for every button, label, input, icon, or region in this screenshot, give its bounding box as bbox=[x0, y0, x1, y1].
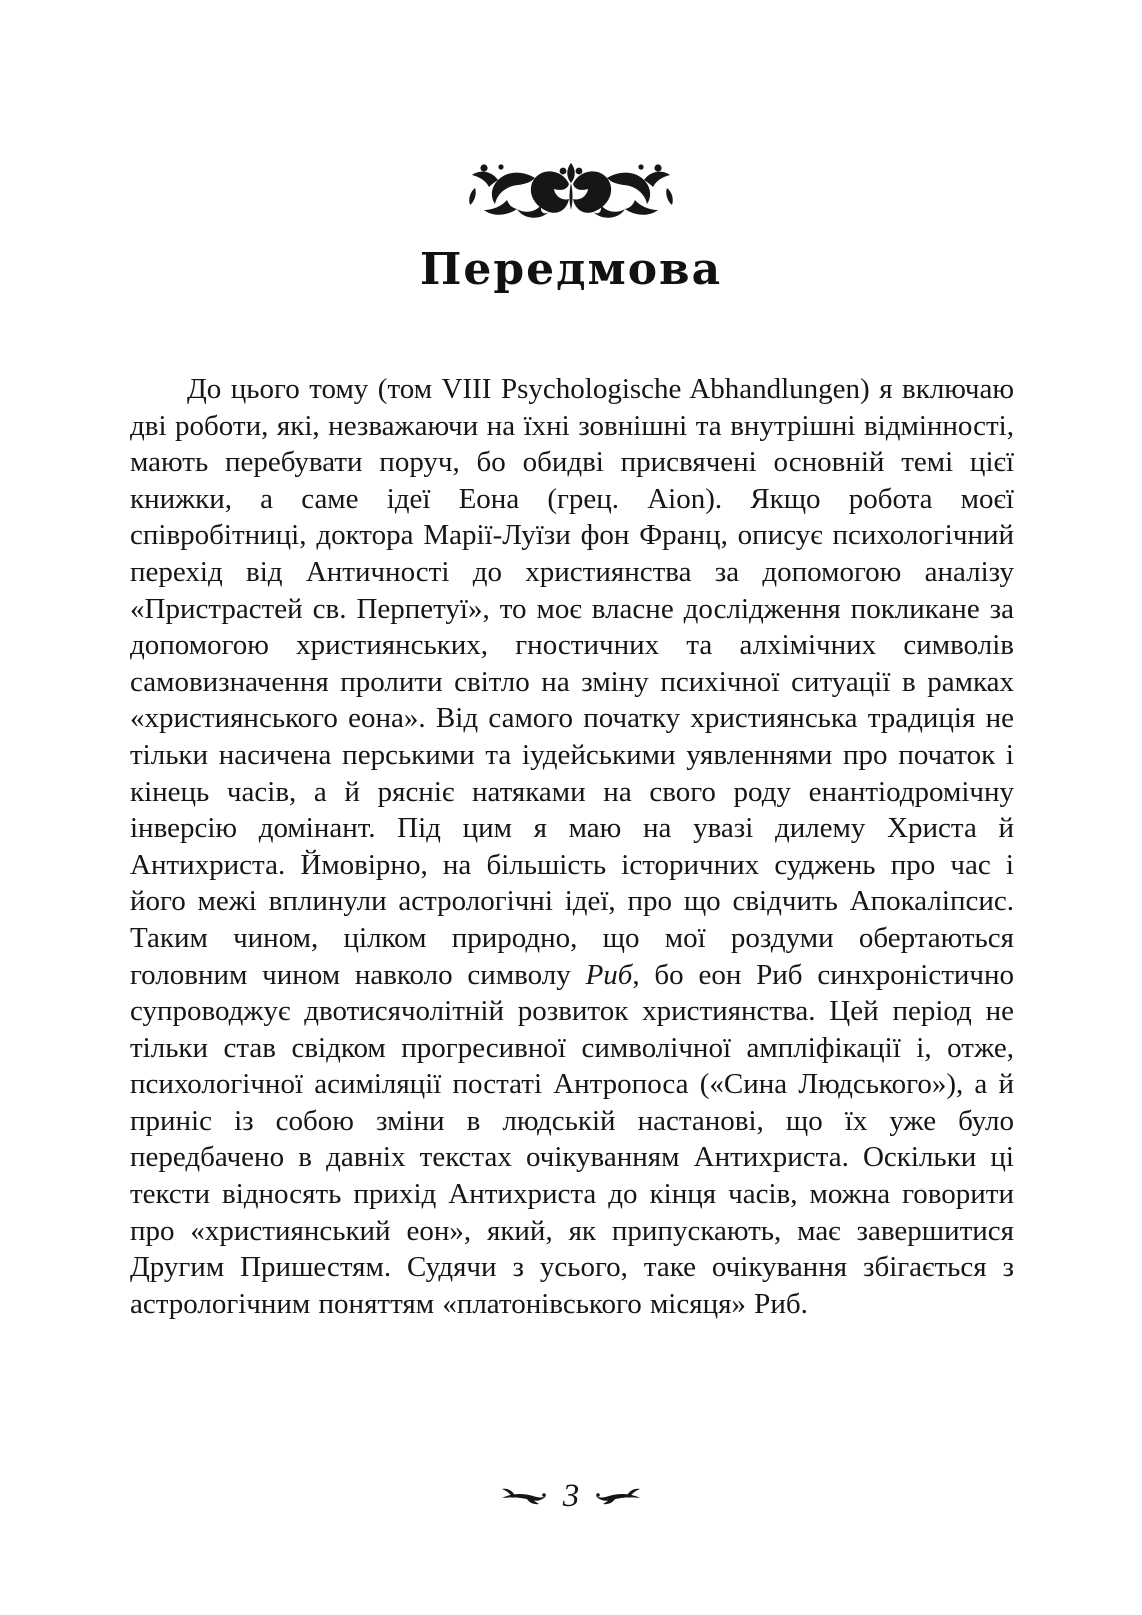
footer-right-sprig-icon bbox=[595, 1487, 641, 1507]
header-flourish-ornament bbox=[0, 160, 1142, 232]
paragraph-italic-word: Риб bbox=[585, 958, 633, 991]
page-number: 3 bbox=[562, 1478, 580, 1514]
page-title: Передмова bbox=[419, 244, 723, 295]
preface-paragraph bbox=[130, 371, 1014, 1322]
paragraph-part-1: До цього тому (том VIII Psychologische Abhandlungen) я включаю дві роботи, які, незважаючи на їхні зовнішні та внутрішні відмінності, мають перебувати поруч, бо обидві присвячені основній темі цієї книжки, а саме ідеї Еона (грец. Aion). Якщо робота моєї співробітниці, доктора Марії-Луїзи фон Франц, описує психологічний перехід від Античності до християнства за допомогою аналізу «Пристрастей св. Перпетуї», то моє власне дослідження покликане за допомогою християнських, гностичних та алхімічних символів самовизначення пролити світло на зміну психічної ситуації в рамках «християнського еона». Від самого початку християнська традиція не тільки насичена перськими та іудейськими уявленнями про початок і кінець часів, а й рясніє натяками на свого роду енантіодромічну інверсію домінант. Під цим я маю на увазі дилему Христа й Антихриста. Ймовірно, на більшість історичних суджень про час і його межі вплинули астрологічні ідеї, про що свідчить Апокаліпсис. Таким чином, цілком природно, що мої роздуми обертаються головним чином навколо символу bbox=[130, 373, 1014, 991]
floral-flourish-icon bbox=[465, 160, 677, 232]
page-footer bbox=[0, 1480, 1142, 1513]
footer-left-sprig-icon bbox=[501, 1487, 547, 1507]
paragraph-part-2: , бо еон Риб синхроністично супроводжує двотисячолітній розвиток християнства. Цей період не тільки став свідком прогресивної символічної ампліфікації і, отже, психологічної асиміляції постаті Антропоса («Сина Людського»), а й приніс із собою зміни в людській настанові, що їх уже було передбачено в давніх текстах очікуванням Антихриста. Оскільки ці тексти відносять прихід Антихриста до кінця часів, можна говорити про «християнський еон», який, як припускають, має завершитися Другим Пришестям. Судячи з усього, таке очікування збігається з астрологічним поняттям «платонівського місяця» Риб. bbox=[130, 958, 1014, 1320]
